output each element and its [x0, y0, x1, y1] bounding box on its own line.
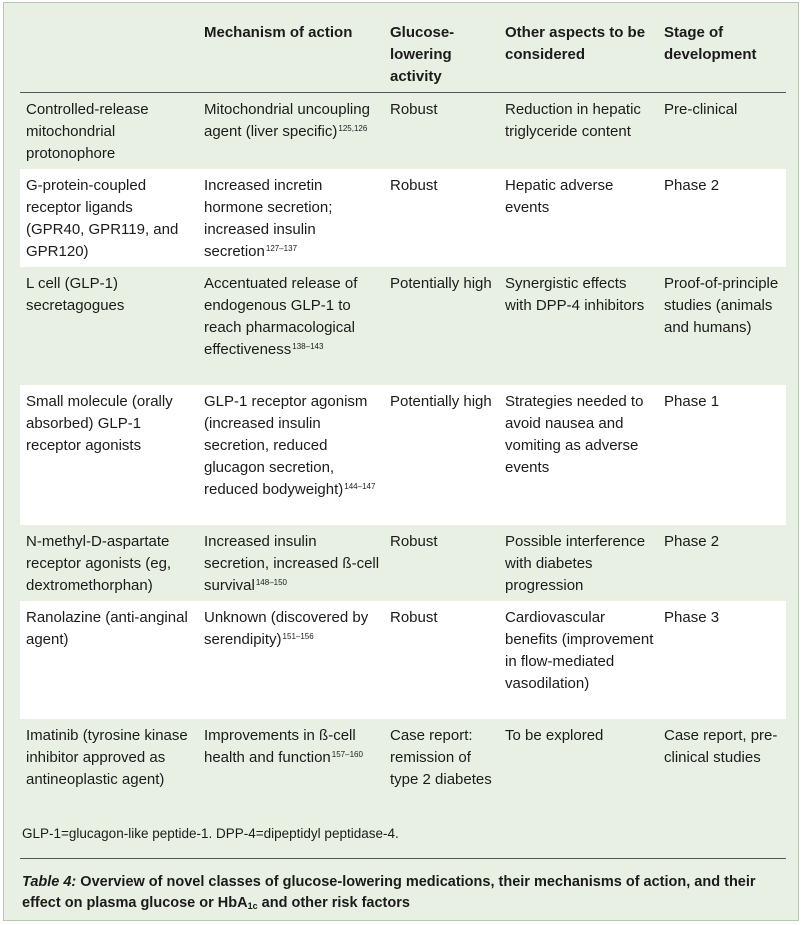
mechanism-text: GLP-1 receptor agonism (increased insulin secretion, reduced glucagon secretion, reduced bodyweight)	[204, 393, 368, 498]
cell-mechanism	[198, 169, 384, 267]
header-activity: Glucose-lowering activity	[390, 24, 455, 85]
cell-class: Imatinib (tyrosine kinase inhibitor approved as antineoplastic agent)	[26, 727, 188, 788]
medications-table	[20, 17, 786, 815]
cell-stage: Pre-clinical	[664, 101, 738, 118]
cell-class: Small molecule (orally absorbed) GLP-1 receptor agonists	[20, 385, 198, 525]
cell-stage: Phase 1	[658, 385, 786, 525]
cell-other: Cardiovascular benefits (improvement in flow-mediated vasodilation)	[499, 601, 658, 719]
cell-other: Hepatic adverse events	[499, 169, 658, 267]
reference: 127–137	[265, 244, 298, 253]
cell-mechanism	[198, 385, 384, 525]
caption-subscript: 1c	[247, 901, 258, 911]
cell-class: L cell (GLP-1) secretagogues	[26, 275, 125, 314]
table-row	[20, 385, 786, 525]
cell-class: Ranolazine (anti-anginal agent)	[20, 601, 198, 719]
header-other: Other aspects to be considered	[505, 24, 646, 63]
caption-tail: and other risk factors	[257, 895, 410, 911]
mechanism-text: Accentuated release of endogenous GLP-1 to reach pharmacological effectiveness	[204, 275, 358, 358]
header-mechanism: Mechanism of action	[204, 24, 353, 41]
reference: 148–150	[255, 578, 288, 587]
cell-other: To be explored	[505, 727, 604, 744]
table-panel	[3, 2, 799, 921]
table-row	[20, 267, 786, 385]
reference: 157–160	[331, 750, 363, 759]
cell-class: Controlled-release mitochondrial protonophore	[26, 101, 149, 162]
header-row	[20, 17, 786, 93]
table-caption	[22, 872, 782, 914]
caption-divider	[20, 858, 786, 859]
cell-stage: Phase 2	[658, 169, 786, 267]
table-row	[20, 525, 786, 601]
table-row	[20, 719, 786, 815]
cell-activity: Robust	[384, 169, 499, 267]
cell-activity: Potentially high	[384, 385, 499, 525]
table-row	[20, 169, 786, 267]
mechanism-text: Mitochondrial uncoupling agent (liver specific)	[204, 101, 370, 140]
caption-text: Overview of novel classes of glucose-lowering medications, their mechanisms of action, and their effect on plasma glucose or HbA	[22, 874, 756, 911]
reference: 144–147	[344, 482, 376, 491]
abbreviations-footnote: GLP-1=glucagon-like peptide-1. DPP-4=dipeptidyl peptidase-4.	[22, 826, 399, 841]
mechanism-text: Unknown (discovered by serendipity)	[204, 609, 369, 648]
cell-mechanism	[198, 601, 384, 719]
table-row	[20, 601, 786, 719]
reference: 125,126	[338, 124, 368, 133]
cell-activity: Robust	[390, 101, 438, 118]
cell-stage: Case report, pre-clinical studies	[664, 727, 778, 766]
cell-stage: Proof-of-principle studies (animals and humans)	[664, 275, 779, 336]
caption-label: Table 4:	[22, 874, 77, 890]
cell-other: Strategies needed to avoid nausea and vomiting as adverse events	[499, 385, 658, 525]
cell-other: Synergistic effects with DPP-4 inhibitors	[505, 275, 645, 314]
header-stage: Stage of development	[664, 24, 757, 63]
mechanism-text: Increased incretin hormone secretion; increased insulin secretion	[204, 177, 333, 260]
table-row	[20, 93, 786, 170]
mechanism-text: Increased insulin secretion, increased ß-cell survival	[204, 533, 380, 594]
cell-class: N-methyl-D-aspartate receptor agonists (eg, dextromethorphan)	[26, 533, 172, 594]
cell-other: Possible interference with diabetes progression	[505, 533, 646, 594]
cell-activity: Robust	[390, 533, 438, 550]
reference: 151–156	[282, 632, 314, 641]
cell-activity: Case report: remission of type 2 diabetes	[390, 727, 492, 788]
cell-mechanism	[198, 719, 384, 815]
mechanism-text: Improvements in ß-cell health and function	[204, 727, 356, 766]
cell-stage: Phase 3	[658, 601, 786, 719]
cell-stage: Phase 2	[664, 533, 720, 550]
cell-class: G-protein-coupled receptor ligands (GPR40, GPR119, and GPR120)	[20, 169, 198, 267]
header-class	[20, 17, 198, 93]
cell-mechanism	[198, 93, 384, 170]
cell-activity: Potentially high	[390, 275, 492, 292]
reference: 138–143	[292, 342, 324, 351]
cell-activity: Robust	[384, 601, 499, 719]
cell-mechanism	[198, 525, 384, 601]
cell-other: Reduction in hepatic triglyceride content	[505, 101, 641, 140]
cell-mechanism	[198, 267, 384, 385]
